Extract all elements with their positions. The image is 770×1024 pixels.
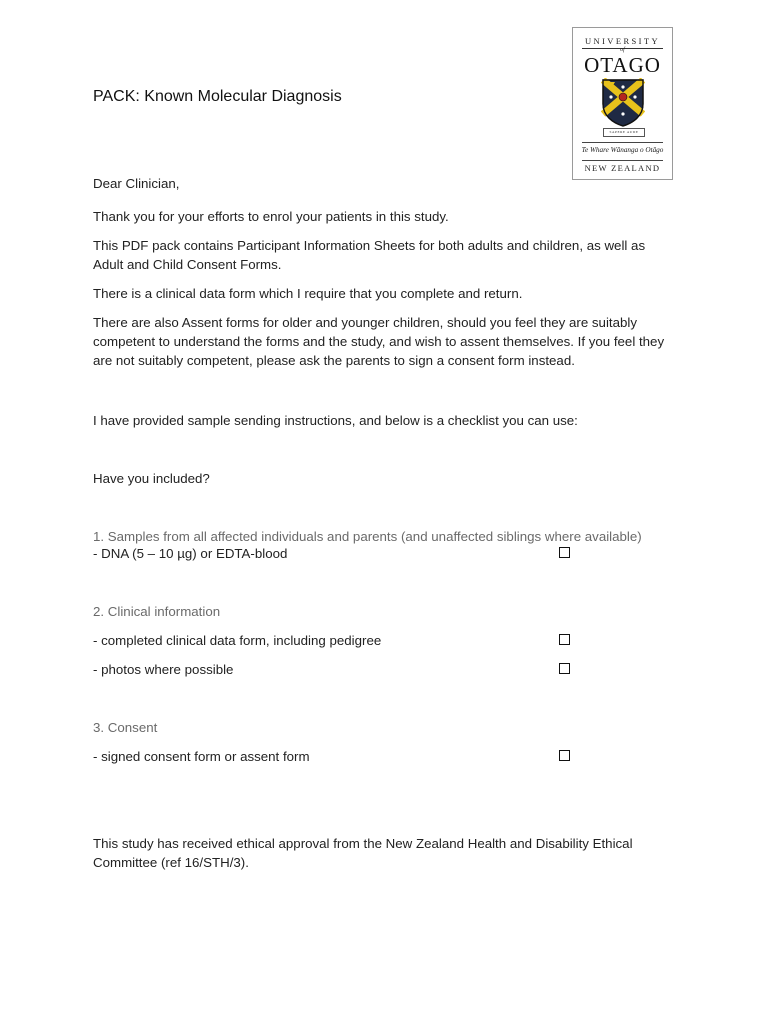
checklist-section-1-heading: 1. Samples from all affected individuals and parents (and unaffected siblings where available) bbox=[93, 529, 642, 544]
paragraph-assent: There are also Assent forms for older and younger children, should you feel they are suitably competent to understand the forms and the study, and wish to assent themselves. If you feel they are not suitably competent, please ask the parents to sign a consent form instead. bbox=[93, 315, 665, 368]
checkbox-consent[interactable] bbox=[559, 750, 570, 761]
checklist-question: Have you included? bbox=[93, 471, 210, 486]
checklist-section-2-heading: 2. Clinical information bbox=[93, 604, 221, 619]
paragraph-pack-contents: This PDF pack contains Participant Information Sheets for both adults and children, as well as Adult and Child Consent Forms. bbox=[93, 238, 646, 272]
page-title: PACK: Known Molecular Diagnosis bbox=[93, 88, 342, 105]
logo-country-text: NEW ZEALAND bbox=[584, 163, 661, 173]
logo-rule bbox=[582, 160, 663, 161]
checklist-item-consent: - signed consent form or assent form bbox=[93, 749, 310, 764]
checklist-item-dna: - DNA (5 – 10 µg) or EDTA-blood bbox=[93, 546, 288, 561]
paragraph-thanks: Thank you for your efforts to enrol your patients in this study. bbox=[93, 209, 449, 224]
checklist-item-clinical-form: - completed clinical data form, including pedigree bbox=[93, 633, 382, 648]
logo-university-text: UNIVERSITY bbox=[585, 36, 660, 46]
checkbox-dna[interactable] bbox=[559, 547, 570, 558]
checkbox-clinical-form[interactable] bbox=[559, 634, 570, 645]
paragraph-checklist-intro: I have provided sample sending instructions, and below is a checklist you can use: bbox=[93, 413, 578, 428]
logo-otago-text: OTAGO bbox=[584, 53, 661, 77]
checklist-section-3-heading: 3. Consent bbox=[93, 720, 158, 735]
checkbox-photos[interactable] bbox=[559, 663, 570, 674]
greeting: Dear Clinician, bbox=[93, 176, 180, 191]
logo-motto: SAPERE AUDE bbox=[603, 128, 645, 137]
logo-of-text: of bbox=[620, 47, 625, 53]
logo-rule bbox=[582, 142, 663, 143]
paragraph-clinical-form: There is a clinical data form which I require that you complete and return. bbox=[93, 286, 523, 301]
ethics-statement: This study has received ethical approval from the New Zealand Health and Disability Ethical Committee (ref 16/STH/3). bbox=[93, 836, 633, 870]
university-logo bbox=[572, 27, 673, 180]
logo-maori-text: Te Whare Wānanga o Otāgo bbox=[581, 146, 664, 154]
crest-icon bbox=[601, 78, 645, 128]
checklist-item-photos: - photos where possible bbox=[93, 662, 234, 677]
